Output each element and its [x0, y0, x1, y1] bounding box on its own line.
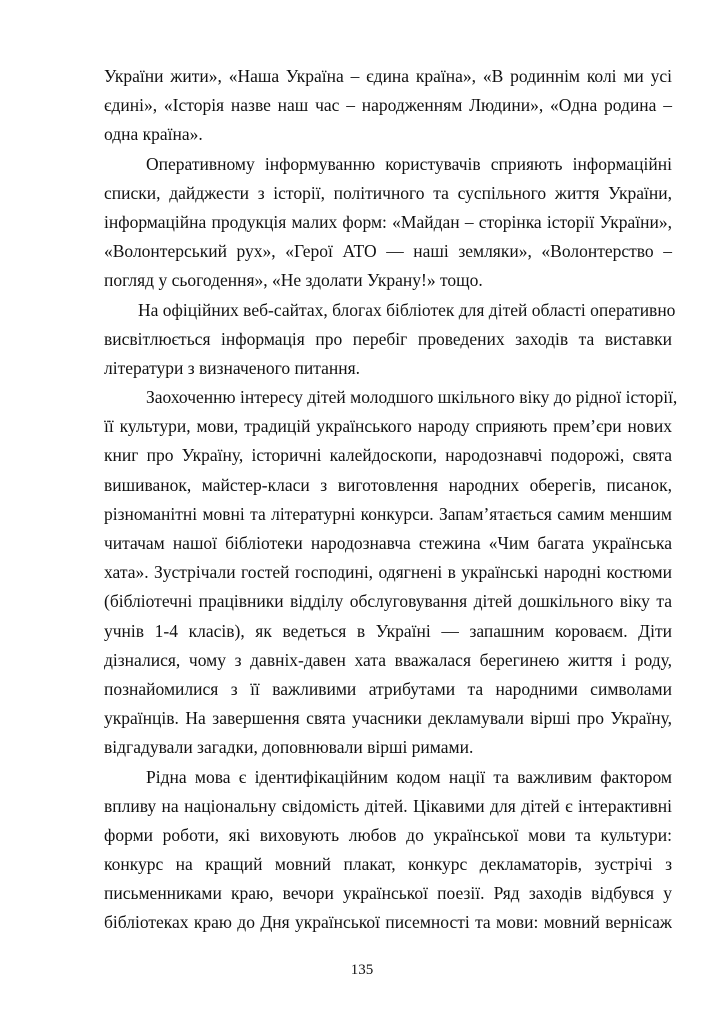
text-line: письменниками краю, вечори української поезії. Ряд заходів відбувся у: [104, 883, 672, 904]
text-line: єдині», «Історія назве наш час – народженням Людини», «Одна родина –: [104, 95, 672, 116]
text-line: Заохоченню інтересу дітей молодшого шкільного віку до рідної історії,: [146, 387, 678, 408]
text-line: впливу на національну свідомість дітей. Цікавими для дітей є інтерактивні: [104, 795, 672, 816]
text-line: України жити», «Наша Україна – єдина країна», «В родиннім колі ми усі: [104, 66, 672, 86]
text-line: «Волонтерський рух», «Герої АТО — наші земляки», «Волонтерство –: [104, 241, 672, 262]
text-line: відгадували загадки, доповнювали вірші римами.: [104, 737, 474, 758]
text-line: учнів 1-4 класів), як ведеться в Україні — запашним короваєм. Діти: [104, 620, 672, 641]
text-line: читачам нашої бібліотеки народознавча стежина «Чим багата українська: [104, 533, 672, 553]
text-line: конкурс на кращий мовний плакат, конкурс декламаторів, зустрічі з: [104, 854, 672, 875]
text-line: (бібліотечні працівники відділу обслуговування дітей дошкільного віку та: [104, 591, 672, 612]
text-line: познайомилися з її важливими атрибутами та народними символами: [104, 678, 672, 699]
text-line: форми роботи, які виховують любов до української мови та культури:: [104, 824, 672, 845]
text-line: дізналися, чому з давніх-давен хата вважалася берегинею життя і роду,: [104, 649, 672, 670]
text-line: її культури, мови, традицій українського народу сприяють прем’єри нових: [104, 416, 672, 437]
paragraph: [104, 383, 678, 762]
text-line: Рідна мова є ідентифікаційним кодом нації та важливим фактором: [146, 766, 672, 787]
text-line: бібліотеках краю до Дня української писемності та мови: мовний вернісаж: [104, 912, 672, 933]
text-line: На офіційних веб-сайтах, блогах бібліотек для дітей області оперативно: [138, 299, 676, 320]
text-line: хата». Зустрічали гостей господині, одягнені в українські народні костюми: [104, 562, 672, 583]
page-number: 135: [350, 962, 374, 978]
paragraph: [104, 296, 676, 384]
paragraph: [104, 150, 672, 296]
text-line: різноманітні мовні та літературні конкурси. Запам’ятається самим меншим: [104, 503, 672, 524]
text-line: Оперативному інформуванню користувачів сприяють інформаційні: [146, 153, 672, 174]
text-line: українців. На завершення свята учасники декламували вірші про Україну,: [104, 708, 672, 729]
paragraph: [104, 763, 672, 938]
text-line: одна країна».: [104, 124, 203, 145]
text-line: списки, дайджести з історії, політичного та суспільного життя України,: [104, 182, 672, 203]
text-line: книг про Україну, історичні калейдоскопи, народознавчі подорожі, свята: [104, 445, 672, 466]
text-line: інформаційна продукція малих форм: «Майдан – сторінка історії України»,: [104, 211, 672, 232]
paragraph: [104, 62, 672, 150]
text-line: погляд у сьогодення», «Не здолати Украну!» тощо.: [104, 270, 483, 291]
document-page: [104, 62, 678, 938]
text-line: вишиванок, майстер-класи з виготовлення народних оберегів, писанок,: [104, 474, 672, 495]
text-line: висвітлюється інформація про перебіг проведених заходів та виставки: [104, 328, 672, 349]
text-line: літератури з визначеного питання.: [104, 357, 361, 378]
